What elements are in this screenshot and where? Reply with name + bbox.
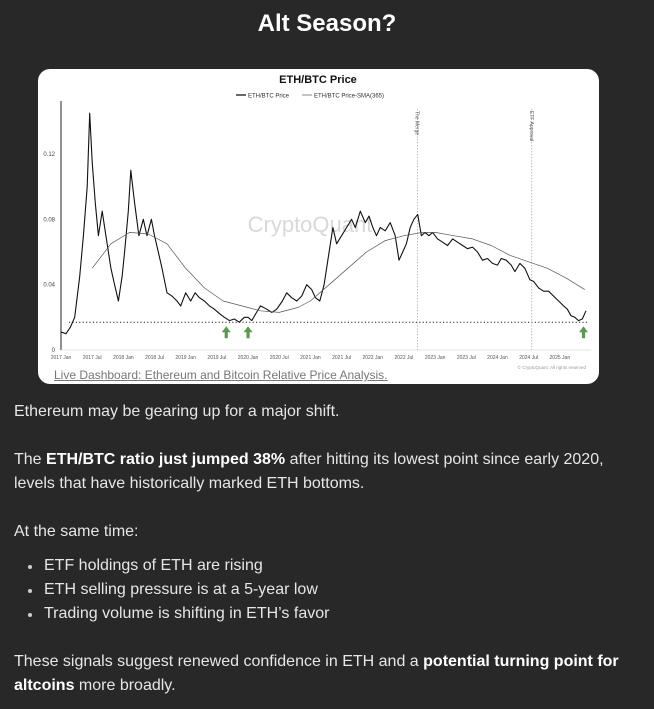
x-tick-label: 2022 Jul [394,355,414,361]
signal-list [14,554,634,626]
post-body [14,400,634,698]
y-tick-label: 0.12 [43,152,55,158]
chart-card [38,69,599,384]
x-tick-label: 2019 Jan [175,355,196,361]
paragraph-ratio-prefix: The [14,451,47,468]
paragraph-ratio [14,448,634,496]
page-title: Alt Season? [257,10,397,37]
chart-event-lines [414,109,534,350]
chart-legend [236,94,384,100]
chart-title: ETH/BTC Price [279,74,357,86]
event-label: The Merge [413,111,420,136]
chart-watermark: CryptoQuant [247,212,373,237]
paragraph-conclusion-suffix: more broadly. [74,677,176,694]
x-tick-label: 2020 Jul [269,355,289,361]
x-tick-label: 2018 Jan [113,355,134,361]
x-tick-label: 2024 Jul [519,355,539,361]
x-tick-label: 2022 Jan [362,355,384,361]
green-up-arrow-icon [222,326,231,338]
paragraph-conclusion-prefix: These signals suggest renewed confidence in ETH and a [14,653,424,670]
legend-label-sma: ETH/BTC Price-SMA(365) [314,93,385,100]
y-tick-label: 0 [51,348,55,354]
y-tick-label: 0.08 [43,217,55,224]
paragraph-intro: Ethereum may be gearing up for a major shift. [14,403,340,420]
x-tick-label: 2020 Jan [237,355,259,361]
chart-credit: © CryptoQuant. All rights reserved [517,365,586,370]
x-tick-label: 2019 Jul [207,355,227,361]
x-tick-label: 2025 Jan [549,355,571,361]
x-tick-label: 2023 Jul [456,355,476,361]
chart-markers [222,326,588,338]
green-up-arrow-icon [244,326,253,338]
series-line-sma-365 [92,232,585,312]
paragraph-ratio-suffix: after hitting its lowest point since early 2020, levels that have historically marked ETH bottoms. [14,451,604,492]
paragraph-ratio-bold: ETH/BTC ratio just jumped 38% [46,451,286,468]
eth-btc-chart [38,69,599,384]
event-label: ETF Approval [527,111,534,142]
legend-label-price: ETH/BTC Price [248,93,290,100]
x-tick-label: 2021 Jan [300,355,321,361]
green-up-arrow-icon [579,326,588,338]
list-item: • ETH selling pressure is at a 5-year low [42,578,634,602]
x-tick-label: 2023 Jan [424,355,446,361]
y-tick-label: 0.04 [43,282,55,289]
list-item: • Trading volume is shifting in ETH’s favor [42,602,634,626]
x-tick-label: 2018 Jul [145,355,164,361]
live-dashboard-link[interactable]: Live Dashboard: Ethereum and Bitcoin Relative Price Analysis. [54,368,388,382]
x-tick-label: 2017 Jul [82,355,102,361]
x-tick-label: 2024 Jan [487,355,508,361]
x-tick-label: 2021 Jul [332,355,352,361]
x-tick-label: 2017 Jan [50,355,72,361]
list-item: • ETF holdings of ETH are rising [42,554,634,578]
paragraph-conclusion-bold: potential turning point for altcoins [14,653,619,694]
paragraph-conclusion [14,650,634,698]
paragraph-same-time: At the same time: [14,523,139,540]
